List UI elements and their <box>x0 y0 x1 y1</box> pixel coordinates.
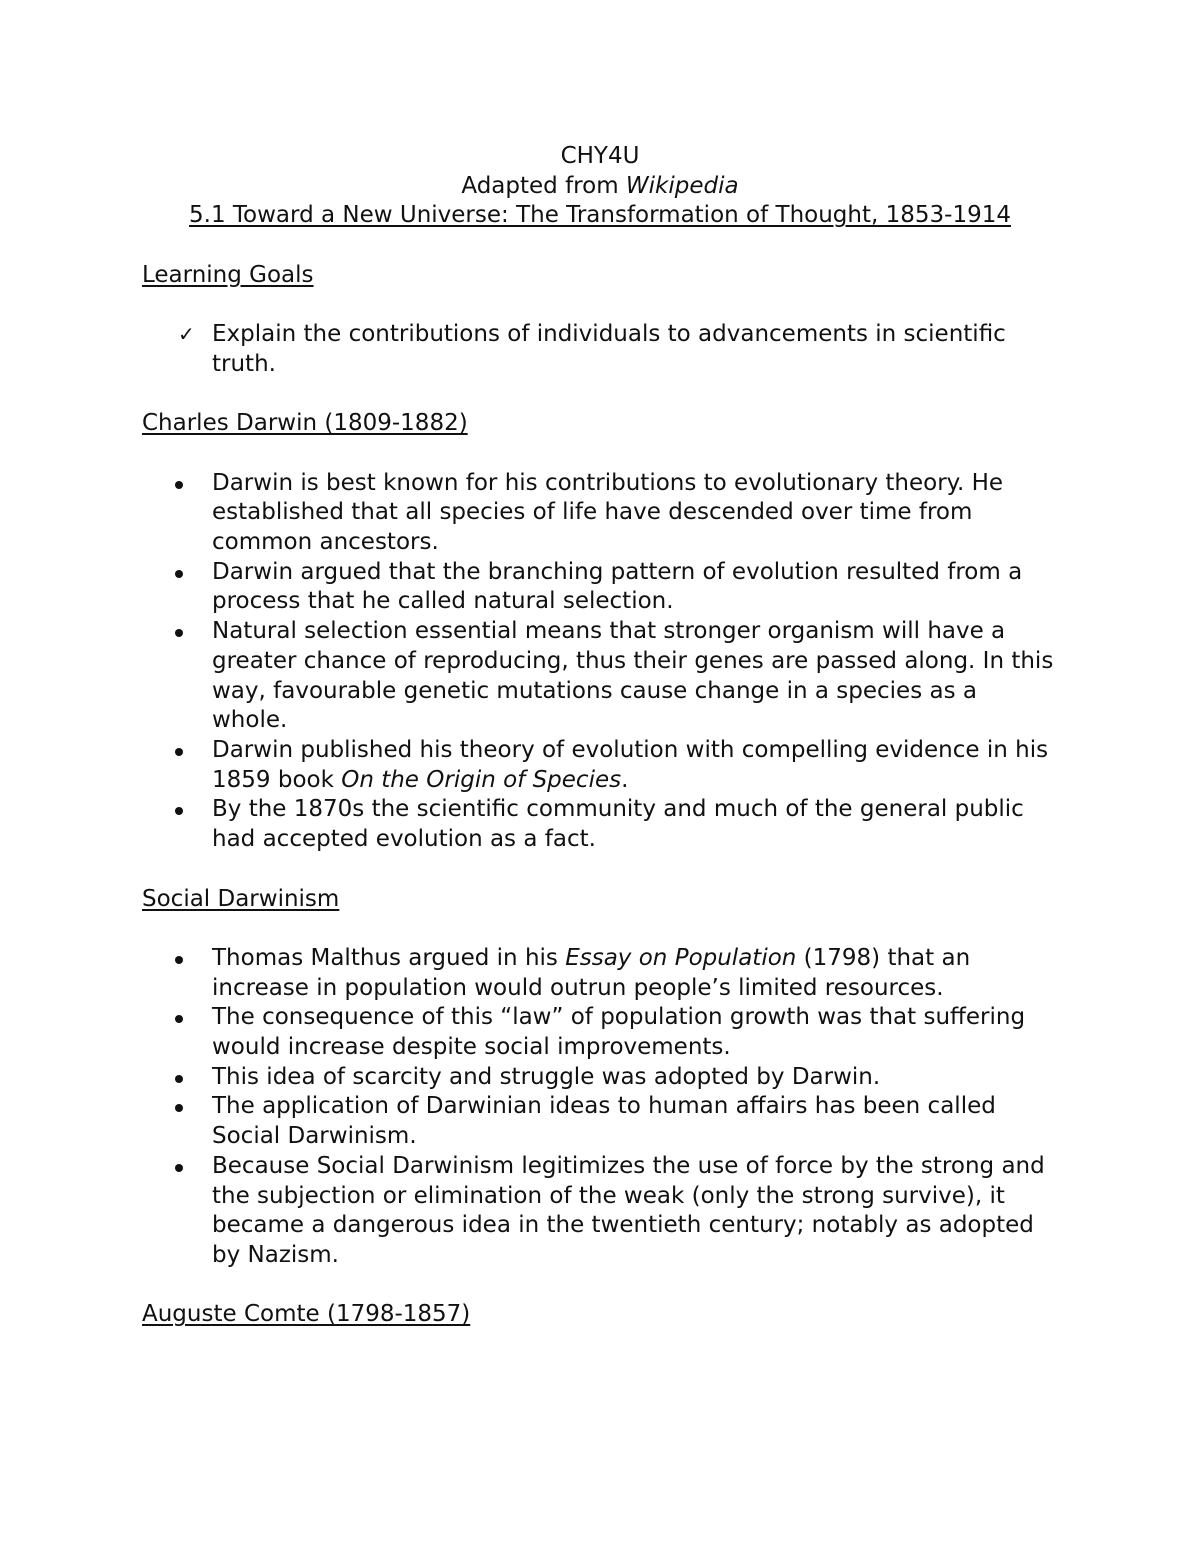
source-line <box>142 172 1058 202</box>
social-darwinism-item <box>142 1152 1058 1271</box>
darwin-item <box>142 469 1058 558</box>
darwin-item-text: Darwin is best known for his contributions to evolutionary theory. He established that all species of life have descended over time from common ancestors. <box>212 469 1004 556</box>
learning-goals-heading: Learning Goals <box>142 261 314 288</box>
social-darwinism-item <box>142 1003 1058 1062</box>
social-darwinism-list <box>142 944 1058 1271</box>
darwin-list <box>142 469 1058 855</box>
bullet-icon <box>175 748 183 756</box>
social-darwinism-item <box>142 1092 1058 1151</box>
bullet-icon <box>175 570 183 578</box>
darwin-item <box>142 795 1058 854</box>
darwin-item <box>142 558 1058 617</box>
bullet-icon <box>175 481 183 489</box>
darwin-item-text: Darwin argued that the branching pattern of evolution resulted from a process that he called natural selection. <box>212 558 1023 615</box>
source-name: Wikipedia <box>625 172 739 199</box>
social-item-text: The application of Darwinian ideas to human affairs has been called Social Darwinism. <box>212 1093 996 1150</box>
social-item-text: The consequence of this “law” of population growth was that suffering would increase despite social improvements. <box>212 1004 1026 1060</box>
learning-goal-item <box>142 320 1058 379</box>
bullet-icon <box>175 629 183 637</box>
social-item-text-pre: Thomas Malthus argued in his <box>212 944 566 971</box>
course-code: CHY4U <box>560 143 640 169</box>
darwin-item-text: By the 1870s the scientific community and much of the general public had accepted evolution as a fact. <box>212 796 1024 853</box>
bullet-icon <box>175 807 183 815</box>
learning-goals-list <box>142 320 1058 379</box>
check-icon: ✓ <box>178 322 195 347</box>
social-item-text: This idea of scarcity and struggle was adopted by Darwin. <box>212 1063 881 1090</box>
darwin-item <box>142 736 1058 795</box>
darwin-item <box>142 617 1058 736</box>
darwin-item-text-pre: Darwin published his theory of evolution with compelling evidence in his 1859 book <box>212 737 1049 793</box>
essay-title: Essay on Population <box>565 944 797 971</box>
social-darwinism-item <box>142 944 1058 1003</box>
learning-goal-text: Explain the contributions of individuals to advancements in scientific truth. <box>212 321 1006 377</box>
unit-title: 5.1 Toward a New Universe: The Transformation of Thought, 1853-1914 <box>189 202 1011 229</box>
document-body <box>142 142 1058 1330</box>
social-darwinism-item <box>142 1063 1058 1093</box>
social-item-text: Because Social Darwinism legitimizes the use of force by the strong and the subjection or elimination of the weak (only the strong survive), it became a dangerous idea in the twentieth century; notably as adopted by Nazism. <box>212 1152 1045 1268</box>
source-prefix: Adapted from <box>461 172 626 199</box>
bullet-icon <box>175 1015 183 1023</box>
book-title: On the Origin of Species <box>341 766 622 793</box>
bullet-icon <box>175 1164 183 1172</box>
darwin-item-text-post: . <box>621 766 629 793</box>
social-darwinism-heading: Social Darwinism <box>142 885 340 912</box>
bullet-icon <box>175 956 183 964</box>
social-item-text-post: (1798) that an increase in population would outrun people’s limited resources. <box>212 944 971 1001</box>
darwin-heading: Charles Darwin (1809-1882) <box>142 410 468 437</box>
bullet-icon <box>175 1104 183 1112</box>
bullet-icon <box>175 1075 183 1083</box>
comte-heading: Auguste Comte (1798-1857) <box>142 1301 471 1328</box>
darwin-item-text: Natural selection essential means that stronger organism will have a greater chance of reproducing, thus their genes are passed along. In this way, favourable genetic mutations cause change in a species as a whole. <box>212 618 1054 734</box>
